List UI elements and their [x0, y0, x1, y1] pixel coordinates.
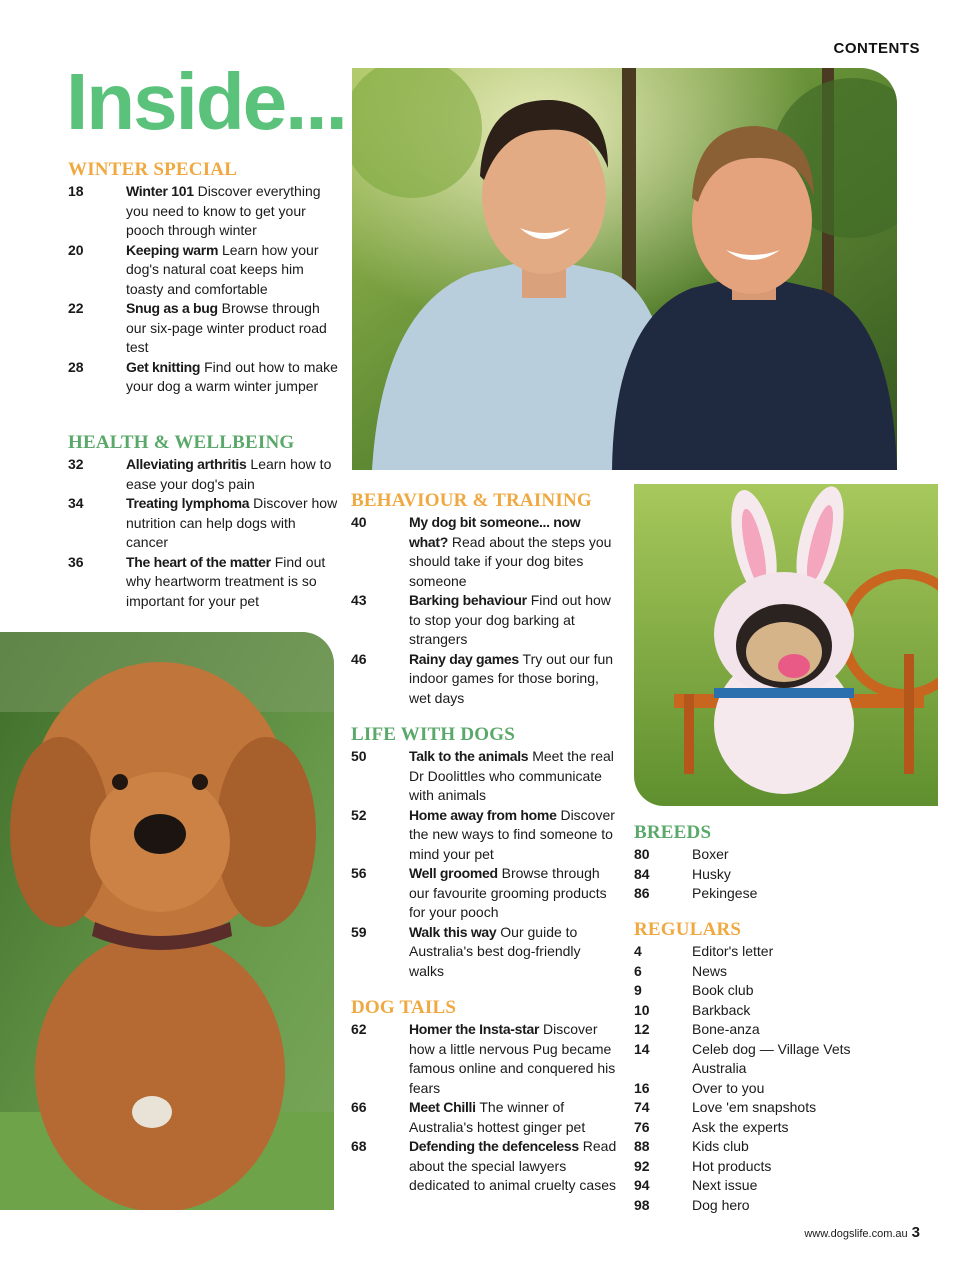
contents-entry[interactable]: [68, 182, 338, 241]
section-health-wellbeing: [68, 432, 338, 611]
entry-desc: Boxer: [692, 846, 729, 862]
contents-entry[interactable]: [634, 1196, 924, 1216]
section-dog-tails: [351, 997, 619, 1196]
page-title: Inside...: [66, 57, 346, 146]
entry-title: Well groomed: [409, 865, 498, 881]
page-number: 18: [68, 183, 84, 199]
entry-desc: Over to you: [692, 1079, 765, 1096]
contents-entry[interactable]: [634, 1020, 924, 1040]
contents-entry[interactable]: [68, 299, 338, 358]
entry-desc: Browse through our favourite grooming products for your pooch: [409, 865, 607, 920]
entry-desc: Editor's letter: [692, 943, 774, 959]
contents-entry[interactable]: [68, 455, 338, 494]
entry-desc: Kids club: [692, 1138, 749, 1154]
entry-title: Treating lymphoma: [126, 495, 250, 511]
contents-entry[interactable]: [634, 981, 924, 1001]
contents-entry[interactable]: [634, 1079, 924, 1099]
entry-title: Barking behaviour: [409, 592, 527, 608]
contents-entry[interactable]: [634, 1176, 924, 1196]
entry-desc: Find out why heartworm treatment is so important for your pet: [126, 553, 326, 609]
contents-entry[interactable]: [634, 1040, 924, 1079]
page-number: 28: [68, 358, 84, 375]
entry-title: Alleviating arthritis: [126, 456, 247, 472]
entry-desc: Discover how a little nervous Pug became famous online and conquered his fears: [409, 1021, 616, 1096]
entry-desc: Find out how to stop your dog barking at strangers: [409, 592, 611, 647]
entry-title: Winter 101: [126, 183, 194, 199]
entry-title: The heart of the matter: [126, 553, 271, 570]
page-number: 80: [634, 846, 650, 862]
entry-title: Keeping warm: [126, 241, 219, 258]
page-number: 40: [351, 514, 367, 530]
entry-desc: Book club: [692, 982, 754, 998]
entry-desc: Discover everything you need to know to get your pooch through winter: [126, 183, 321, 238]
contents-entry[interactable]: [351, 864, 619, 923]
page-number-footer: 3: [911, 1224, 920, 1241]
photo-vets: [352, 68, 897, 470]
contents-entry[interactable]: [351, 747, 619, 806]
entry-desc: Barkback: [692, 1001, 751, 1018]
page-number: 6: [634, 962, 642, 979]
contents-entry[interactable]: [634, 942, 924, 962]
contents-entry[interactable]: [351, 650, 619, 709]
page-number: 92: [634, 1157, 650, 1174]
photo-pug-bunny: [634, 484, 938, 806]
page-number: 62: [351, 1021, 367, 1037]
page-number: 12: [634, 1021, 650, 1037]
contents-entry[interactable]: [351, 806, 619, 865]
contents-entry[interactable]: [634, 1157, 924, 1177]
page-number: 36: [68, 553, 84, 570]
entry-desc: Read about the steps you should take if your dog bites someone: [409, 533, 612, 589]
section-winter-special: [68, 159, 338, 397]
entry-desc: News: [692, 962, 728, 979]
entry-desc: Ask the experts: [692, 1118, 789, 1135]
section-heading: DOG TAILS: [351, 997, 457, 1018]
section-heading: HEALTH & WELLBEING: [68, 432, 295, 453]
section-heading: BEHAVIOUR & TRAINING: [351, 490, 592, 511]
page-number: 94: [634, 1177, 650, 1193]
page-number: 46: [351, 650, 367, 667]
entry-desc: Love 'em snapshots: [692, 1099, 817, 1115]
entry-desc: Read about the special lawyers dedicated to animal cruelty cases: [409, 1138, 617, 1193]
page-number: 20: [68, 241, 84, 258]
page-footer: [804, 1224, 920, 1241]
contents-entry[interactable]: [634, 1137, 924, 1157]
section-regulars: [634, 919, 924, 1215]
entry-title: Home away from home: [409, 806, 557, 823]
page-number: 10: [634, 1001, 650, 1018]
page-number: 86: [634, 885, 650, 901]
entry-title: Homer the Insta-star: [409, 1021, 540, 1037]
contents-entry[interactable]: [68, 494, 338, 553]
contents-entry[interactable]: [351, 1098, 619, 1137]
entry-desc: The winner of Australia's hottest ginger pet: [409, 1099, 586, 1135]
page-number: 32: [68, 456, 84, 472]
entry-title: Defending the defenceless: [409, 1138, 579, 1154]
website-url[interactable]: www.dogslife.com.au: [804, 1228, 908, 1240]
section-heading: BREEDS: [634, 822, 712, 843]
page-number: 68: [351, 1138, 367, 1154]
entry-desc: Find out how to make your dog a warm winter jumper: [126, 358, 338, 394]
contents-entry[interactable]: [634, 1098, 924, 1118]
entry-desc: Bone-anza: [692, 1021, 760, 1037]
contents-entry[interactable]: [634, 845, 924, 865]
page-number: 59: [351, 923, 367, 940]
entry-desc: Learn how to ease your dog's pain: [126, 456, 332, 492]
page-number: 43: [351, 592, 367, 608]
entry-desc: Pekingese: [692, 885, 758, 901]
section-life-with-dogs: [351, 724, 619, 981]
entry-desc: Next issue: [692, 1177, 758, 1193]
entry-title: Rainy day games: [409, 650, 519, 667]
contents-entry[interactable]: [351, 1020, 619, 1098]
page-number: 14: [634, 1040, 650, 1057]
section-breeds: [634, 822, 924, 904]
entry-title: Snug as a bug: [126, 300, 218, 316]
entry-desc: Discover how nutrition can help dogs with cancer: [126, 495, 338, 550]
page-number: 76: [634, 1118, 650, 1135]
section-heading: REGULARS: [634, 919, 742, 940]
contents-entry[interactable]: [351, 1137, 619, 1196]
contents-entry[interactable]: [634, 1001, 924, 1021]
contents-entry[interactable]: [634, 962, 924, 982]
entry-desc: Our guide to Australia's best dog-friendly walks: [409, 923, 581, 979]
contents-entry[interactable]: [351, 591, 619, 650]
entry-desc: Dog hero: [692, 1196, 750, 1213]
section-label: CONTENTS: [833, 40, 920, 57]
entry-title: My dog bit someone... now what?: [409, 514, 581, 550]
page-number: 88: [634, 1138, 650, 1154]
photo-labradoodle: [0, 632, 334, 1210]
entry-desc: Browse through our six-page winter product road test: [126, 300, 327, 355]
section-heading: WINTER SPECIAL: [68, 159, 238, 180]
page-number: 56: [351, 865, 367, 881]
contents-entry[interactable]: [68, 241, 338, 300]
entry-desc: Celeb dog — Village Vets Australia: [692, 1040, 851, 1076]
page-number: 34: [68, 495, 84, 511]
contents-entry[interactable]: [351, 513, 619, 591]
contents-entry[interactable]: [634, 1118, 924, 1138]
entry-title: Talk to the animals: [409, 748, 529, 764]
entry-desc: Discover the new ways to find someone to mind your pet: [409, 806, 615, 862]
page-number: 22: [68, 300, 84, 316]
page-number: 16: [634, 1079, 650, 1096]
entry-desc: Husky: [692, 865, 731, 882]
section-behaviour-training: [351, 490, 619, 708]
contents-entry[interactable]: [68, 553, 338, 612]
contents-entry[interactable]: [634, 865, 924, 885]
page-number: 84: [634, 865, 650, 882]
page-number: 50: [351, 748, 367, 764]
page-number: 52: [351, 806, 367, 823]
page-number: 9: [634, 982, 642, 998]
contents-entry[interactable]: [68, 358, 338, 397]
page-number: 66: [351, 1099, 367, 1115]
entry-title: Walk this way: [409, 923, 497, 940]
entry-title: Meet Chilli: [409, 1099, 476, 1115]
entry-desc: Hot products: [692, 1157, 772, 1174]
entry-desc: Meet the real Dr Doolittles who communicate with animals: [409, 748, 614, 803]
entry-desc: Try out our fun indoor games for those boring, wet days: [409, 650, 614, 706]
entry-desc: Learn how your dog's natural coat keeps him toasty and comfortable: [126, 241, 319, 297]
section-heading: LIFE WITH DOGS: [351, 724, 515, 745]
page-number: 4: [634, 943, 642, 959]
contents-entry[interactable]: [351, 923, 619, 982]
entry-title: Get knitting: [126, 358, 201, 375]
page-number: 98: [634, 1196, 650, 1213]
page-number: 74: [634, 1099, 650, 1115]
contents-entry[interactable]: [634, 884, 924, 904]
